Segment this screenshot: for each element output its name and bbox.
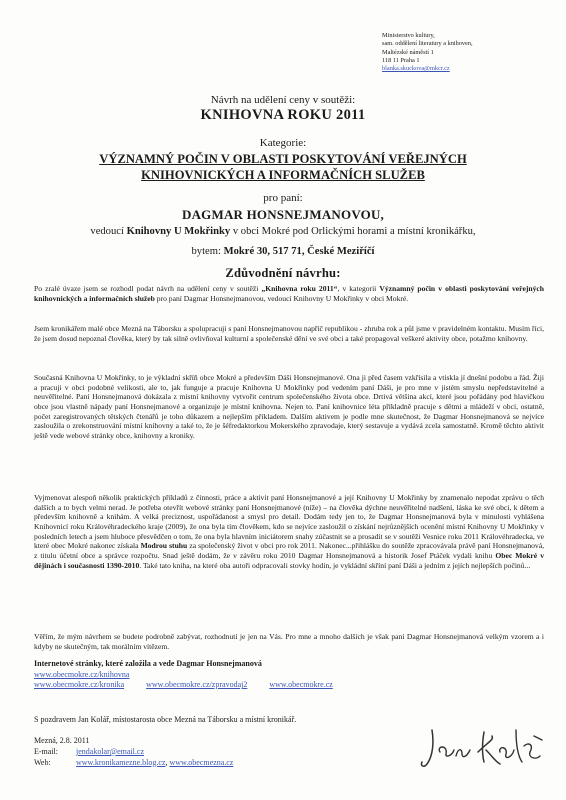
- place-date: Mezná, 2.8. 2011: [34, 736, 90, 745]
- nominee-intro: pro paní:: [263, 192, 303, 204]
- website-link-village[interactable]: www.obecmokre.cz: [269, 680, 333, 690]
- address-value: Mokré 30, 517 71, České Meziříčí: [223, 246, 375, 257]
- category-name: [0, 151, 566, 183]
- closing-greeting: S pozdravem Jan Kolář, místostarosta obce Mezná na Táborsku a místní kronikář.: [34, 715, 297, 724]
- category-line: VÝZNAMNÝ POČIN V OBLASTI POSKYTOVÁNÍ VEŘEJNÝCH: [99, 152, 467, 166]
- web-link-blog[interactable]: www.kronikamezne.blog.cz: [76, 757, 166, 767]
- contact-block: Mezná, 2.8. 2011 E-mail: jendakolar@email.cz Web: www.kronikamezne.blog.cz, www.obecmezna.cz: [34, 736, 234, 767]
- websites-heading: Internetové stránky, které založila a vede Dagmar Honsnejmanová: [34, 659, 262, 668]
- addressee-line: sam. oddělení literatury a knihoven,: [382, 40, 473, 48]
- web-link-village[interactable]: www.obecmezna.cz: [169, 757, 234, 767]
- paragraph-examples: Vyjmenovat alespoň několik praktických příkladů z činnosti, práce a aktivit paní Honsnejmanové a její Knihovny U Mokřinky by znamenalo nepodat zprávu o těch dalších a to bych velmi nerad. Je potřeba otevřít webové stránky paní Honsnejmanové (níže) – na člověka dýchne neuvěřitelné nadšení, láska ke své obci, k dětem a především knihovně a knihám. A velká preciznost, uspořádanost a smysl pro detail. Dodám tedy jen to, že Dagmar Honsnejmanová byla v minulosti vyhlášena Knihovnicí roku Královéhradeckého kraje (2009), že ona byla tím člověkem, kdo se nejvíce zasloužil o získání nejrůznějších ocenění místní Knihovny U Mokřinky v posledních letech a jsem hluboce přesvědčen o tom, že ona byla hlavním iniciátorem snahy zúčastnit se a prosadit se v soutěži Vesnice roku 2011 Královéhradecka, ve které obec Mokré nakonec získala Modrou stuhu za společenský život v obci pro rok 2011. Nakonec...přihlášku do soutěže zpracovávala právě paní Honsnejmanová, z titulu účetní obce a správce rozpočtu. Snad ještě dodám, že v závěru roku 2010 Dagmar Honsnejmanová a historik Josef Ptáček vydali knihu Obec Mokré v dějinách i současnosti 1390-2010. Také tato kniha, na které oba autoři odpracovali stovky hodin, je vykládní skříní paní Dáši a jedním z jejích nejlepších počinů...: [34, 493, 544, 570]
- nominee-address: bytem: Mokré 30, 517 71, České Meziříčí: [191, 246, 375, 257]
- addressee-email-link[interactable]: blanka.skuckova@mkcr.cz: [382, 65, 450, 73]
- addressee-block: [382, 32, 552, 73]
- websites-section: [34, 659, 554, 691]
- paragraph-author: Jsem kronikářem malé obce Mezná na Táborsku a spolupracuji s paní Honsnejmanovou napříč republikou - zhruba rok a půl jsme v pravidelném kontaktu. Musím říci, že jsem dosud nepoznal člověka, který by tak silně ovlivňoval kulturní a společenské dění ve své obci a také propagoval veškeré aktivity obce, potažmo knihovny.: [34, 324, 544, 343]
- websites-row: [34, 680, 554, 691]
- website-link-library[interactable]: www.obecmokre.cz/knihovna: [34, 669, 130, 679]
- paragraph-library: Současná Knihovna U Mokřinky, to je výkladní skříň obce Mokré a především Dáši Honsnejmanové. Ona ji před časem vzkřísila a vtiskla jí dnešní podobu a řád. Žiji a pracuji v obci podobné velikosti, ale to, jak funguje a pracuje Knihovna U Mokřinky pod vedením paní Dáši, je pro mne v jistém smyslu nepředstavitelné a neuvěřitelné. Paní Honsnejmanová dokázala z místní knihovny vytvořit centrum společenského života obce. Drtivá většina akcí, které jsou pořádány pod hlavičkou obce jsou vlastně nápady paní Honsnejmanové a organizuje je místní knihovna. Nejen to. Paní knihovnice léta příkladně pracuje s dětmi a mládeží v obci, ostatně, počet zaregistrovaných tětských čtenářů je toho důkazem a nejlepším příkladem. Dalším aktivem je podle mne skutečnost, že Dagmar Honsnejmanová se nejvíce zasloužila o zrekonstruování místní knihovny a také to, že je šéfredaktorkou Mokerského zpravodaje, který sestavuje a vydává zcela samostatně. Kromě těchto aktivit ještě vede webové stránky obce, knihovny a kroniky.: [34, 373, 544, 440]
- website-link-newsletter[interactable]: www.obecmokre.cz/zpravodaj2: [146, 680, 248, 690]
- justification-heading: Zdůvodnění návrhu:: [225, 266, 341, 280]
- category-line: KNIHOVNICKÝCH A INFORMAČNÍCH SLUŽEB: [141, 168, 425, 182]
- paragraph-intro: Po zralé úvaze jsem se rozhodl podat návrh na udělení ceny v soutěži „Knihovna roku 2011“, v kategorii Významný počin v oblasti poskytování veřejných knihovnických a informačních služeb pro paní Dagmar Honsnejmanovou, vedoucí Knihovny U Mokřinky v obci Mokré.: [34, 284, 545, 303]
- addressee-line: Ministerstvo kultury,: [382, 32, 435, 39]
- website-link-chronicle[interactable]: www.obecmokre.cz/kronika: [34, 680, 125, 690]
- paragraph-conclusion: Věřím, že mým návrhem se budete podrobně zabývat, rozhodnutí je jen na Vás. Pro mne a mnoho dalších je však paní Dagmar Honsnejmanová velkým vzorem a i kdyby ne skutečným, tak morálním vítězem.: [34, 632, 544, 651]
- proposal-intro: Návrh na udělení ceny v soutěži:: [210, 94, 356, 106]
- email-link[interactable]: jendakolar@email.cz: [76, 746, 144, 756]
- handwritten-signature: [418, 722, 548, 772]
- addressee-line: Maltézské náměstí 1: [382, 48, 434, 56]
- library-name: Knihovny U Mokřinky: [126, 226, 231, 237]
- category-label: Kategorie:: [259, 137, 307, 149]
- closing-block: [34, 714, 454, 725]
- award-title: KNIHOVNA ROKU 2011: [200, 107, 366, 123]
- email-label: E-mail:: [34, 746, 58, 756]
- nominee-name: DAGMAR HONSNEJMANOVOU,: [181, 207, 385, 222]
- addressee-line: 118 11 Praha 1: [382, 56, 420, 64]
- web-label: Web:: [34, 757, 51, 767]
- nominee-role: vedoucí Knihovny U Mokřinky v obci Mokré pod Orlickými horami a místní kronikářku,: [90, 226, 476, 237]
